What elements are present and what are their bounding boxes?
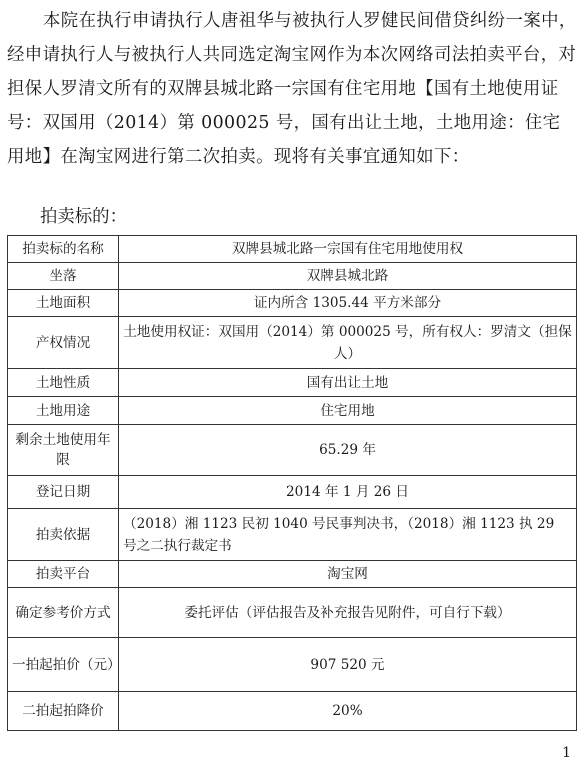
row-value: 907 520 元 [119, 638, 577, 692]
row-label: 土地性质 [8, 369, 119, 397]
table-row [8, 509, 577, 561]
auction-info-table [7, 235, 577, 731]
table-row [8, 290, 577, 317]
intro-paragraph [7, 4, 577, 174]
row-label: 一拍起拍价（元） [8, 638, 119, 692]
intro-text: 本院在执行申请执行人唐祖华与被执行人罗健民间借贷纠纷一案中，经申请执行人与被执行人共同选定淘宝网作为本次网络司法拍卖平台，对担保人罗清文所有的双牌县城北路一宗国有住宅用地【国有土地使用证号：双国用（2014）第 000025 号，国有出让土地，土地用途：住宅用地】在淘宝网进行第二次拍卖。现将有关事宜通知如下： [7, 11, 577, 167]
table-row [8, 397, 577, 425]
row-value: 淘宝网 [119, 561, 577, 588]
row-value: 双牌县城北路 [119, 263, 577, 290]
table-row [8, 425, 577, 476]
row-value: 证内所含 1305.44 平方米部分 [119, 290, 577, 317]
row-value: 2014 年 1 月 26 日 [119, 476, 577, 509]
row-label: 土地面积 [8, 290, 119, 317]
row-label: 剩余土地使用年限 [8, 425, 119, 476]
row-label: 登记日期 [8, 476, 119, 509]
row-label: 确定参考价方式 [8, 588, 119, 638]
row-value: 住宅用地 [119, 397, 577, 425]
table-row [8, 317, 577, 369]
row-value: 国有出让土地 [119, 369, 577, 397]
row-label: 土地用途 [8, 397, 119, 425]
table-row [8, 692, 577, 731]
row-value: 双牌县城北路一宗国有住宅用地使用权 [119, 236, 577, 263]
row-value: 土地使用权证：双国用（2014）第 000025 号，所有权人：罗清文（担保人） [119, 317, 577, 369]
row-label: 产权情况 [8, 317, 119, 369]
table-row [8, 236, 577, 263]
table-row [8, 638, 577, 692]
row-value: 委托评估（评估报告及补充报告见附件，可自行下载） [119, 588, 577, 638]
page-number: 1 [562, 745, 571, 761]
table-row [8, 561, 577, 588]
table-row [8, 588, 577, 638]
row-value: 20% [119, 692, 577, 731]
table-row [8, 369, 577, 397]
row-label: 坐落 [8, 263, 119, 290]
row-label: 拍卖依据 [8, 509, 119, 561]
row-label: 拍卖标的名称 [8, 236, 119, 263]
row-label: 拍卖平台 [8, 561, 119, 588]
row-value: （2018）湘 1123 民初 1040 号民事判决书，（2018）湘 1123 执 29 号之二执行裁定书 [119, 509, 577, 561]
row-label: 二拍起拍降价 [8, 692, 119, 731]
section-heading: 拍卖标的： [40, 207, 127, 227]
table-row [8, 476, 577, 509]
table-row [8, 263, 577, 290]
row-value: 65.29 年 [119, 425, 577, 476]
